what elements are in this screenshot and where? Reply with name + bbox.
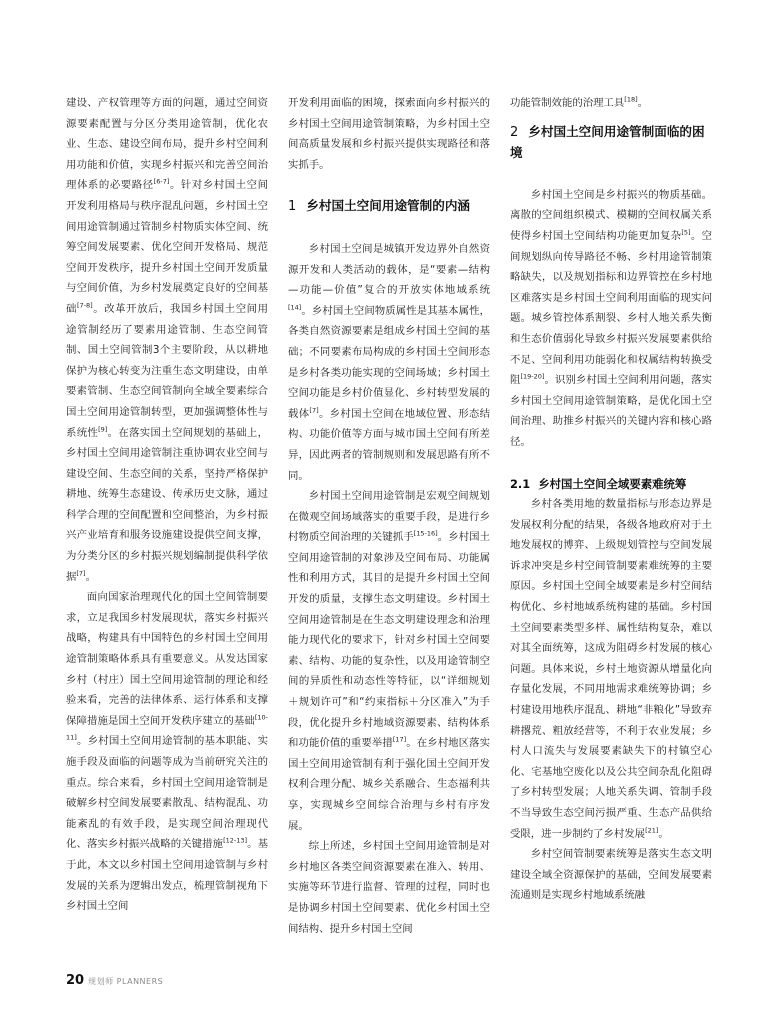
text-run: 。识别乡村国土空间利用问题，落实乡村国土空间用途管制策略，是优化国土空间治理、助推乡村振兴的关键内容和核心路径。 bbox=[510, 374, 713, 448]
subsection-title: 乡村国土空间全域要素难统筹 bbox=[538, 476, 687, 491]
paragraph bbox=[510, 494, 712, 844]
paragraph bbox=[288, 239, 490, 486]
page-footer bbox=[66, 973, 163, 988]
citation: [17] bbox=[392, 735, 407, 744]
text-run: 乡村国土空间用途管制是宏观空间规划在微观空间场域落实的重要手段，是进行乡村物质空间治理的关键抓手 bbox=[288, 490, 490, 544]
citation: [7] bbox=[309, 406, 319, 415]
paragraph bbox=[66, 93, 268, 587]
citation: [10-11] bbox=[66, 713, 268, 742]
citation: [21] bbox=[645, 826, 659, 835]
citation: [7-8] bbox=[76, 301, 93, 310]
paragraph: 开发利用面临的困境，探索面向乡村振兴的乡村国土空间用途管制策略，为乡村国土空间高质量发展和乡村振兴提供实现路径和落实抓手。 bbox=[288, 97, 490, 171]
text-run: 。在落实国土空间规划的基础上，乡村国土空间用途管制注重协调农业空间与建设空间、生态空间的关系，坚持严格保护耕地、统筹生态建设、传承历史文脉，通过科学合理的空间配置和空间整治，为乡村振兴产业培育和服务设施建设提供空间支撑，为分类分区的乡村振兴规划编制提供科学依据 bbox=[66, 426, 269, 583]
paragraph bbox=[510, 185, 712, 453]
text-run: 。在乡村地区落实国土空间用途管制有利于强化国土空间开发权利合理分配、城乡关系融合、生态福利共享，实现城乡空间综合治理与乡村有序发展。 bbox=[288, 737, 491, 832]
text-run: 。空间规划纵向传导路径不畅、乡村用途管制策略缺失，以及规划指标和边界管控在乡村地区难落实是乡村国土空间利用面临的现实问题。城乡管控体系割裂、乡村人地关系失衡和生态价值弱化导致乡村振兴发展要素供给不足、空间利用功能弱化和权属结构转换受阻 bbox=[510, 229, 712, 387]
text-run: 建设、产权管理等方面的问题，通过空间资源要素配置与分区分类用途管制，优化农业、生态、建设空间布局，提升乡村空间利用功能和价值，实现乡村振兴和完善空间治理体系的必要路径 bbox=[66, 97, 268, 192]
paragraph bbox=[510, 93, 712, 114]
text-run: 。基于此，本文以乡村国土空间用途管制与乡村发展的关系为逻辑出发点，梳理管制视角下乡村国土空间 bbox=[66, 838, 269, 913]
text-run: 乡村国土空间是乡村振兴的物质基础。离散的空间组织模式、模糊的空间权属关系使得乡村国土空间结构功能更加复杂 bbox=[510, 188, 712, 242]
text-run: 乡村各类用地的数量指标与形态边界是发展权利分配的结果，各级各地政府对于土地发展权的博弈、上级规划管控与空间发展诉求冲突是乡村空间管制要素难统筹的主要原因。乡村国土空间全域要素是乡村空间结构优化、乡村地域系统构建的基础。乡村国土空间要素类型多样、属性结构复杂，难以对其全面统筹，这成为阻碍乡村发展的核心问题。具体来说，乡村土地资源从增量化向存量化发展，不同用地需求难统筹协调；乡村建设用地秩序混乱、耕地“非粮化”导致弃耕撂荒、粗放经营等，不利于农业发展；乡村人口流失与发展要素缺失下的村镇空心化、宅基地空废化以及公共空间杂乱化阻碍了乡村转型发展；人地关系失调、管制手段不当导致生态空间污损严重、生态产品供给受限，进一步制约了乡村发展 bbox=[510, 498, 712, 840]
text-run: 乡村国土空间是城镇开发边界外自然资源开发和人类活动的载体，是“要素—结构—功能—价值”复合的开放实体地域系统 bbox=[288, 242, 490, 297]
text-run: 。改革开放后，我国乡村国土空间用途管制经历了要素用途管制、生态空间管制、国土空间管制3个主要阶段，从以耕地保护为核心转变为注重生态文明建设，由单要素管制、生态空间管制向全域全要素综合国土空间用途管制转型，更加强调整体性与系统性 bbox=[66, 302, 269, 439]
section-title: 乡村国土空间用途管制的内涵 bbox=[306, 198, 470, 214]
text-run: 。 bbox=[637, 97, 649, 109]
text-run: 。乡村国土空间用途管制的基本职能、实施手段及面临的问题等成为当前研究关注的重点。综合来看，乡村国土空间用途管制是破解乡村空间发展要素散乱、结构混乱、功能紊乱的有效手段，是实现空间治理现代化、落实乡村振兴战略的关键措施 bbox=[66, 735, 268, 851]
paragraph: 综上所述，乡村国土空间用途管制是对乡村地区各类空间资源要素在准入、转用、实施等环节进行监督、管理的过程，同时也是协调乡村国土空间要素、优化乡村国土空间结构、提升乡村国土空间 bbox=[288, 840, 490, 935]
section-title: 乡村国土空间用途管制面临的困境 bbox=[510, 123, 705, 161]
column-2 bbox=[288, 93, 490, 939]
paragraph: 乡村空间管制要素统筹是落实生态文明建设全域全资源保护的基础，空间发展要素流通则是实现乡村地域系统融 bbox=[510, 848, 712, 902]
text-run: 。乡村国土空间物质属性是其基本属性，各类自然资源要素是组成乡村国土空间的基础；不同要素布局构成的乡村国土空间形态是乡村各类功能实现的空间场域；乡村国土空间功能是乡村价值显化、乡村转型发展的载体 bbox=[288, 304, 490, 420]
citation: [15-16] bbox=[413, 529, 438, 538]
text-run: 。针对乡村国土空间开发利用格局与秩序混乱问题，乡村国土空间用途管制通过管制乡村物质实体空间、统筹空间发展要素、优化空间开发格局、规范空间开发秩序，提升乡村国土空间开发质量与空间价值，为乡村发展奠定良好的空间基础 bbox=[66, 179, 269, 315]
section-number: 1 bbox=[288, 199, 297, 215]
citation: [14] bbox=[288, 303, 302, 312]
section-heading bbox=[288, 196, 490, 218]
subsection-heading bbox=[510, 474, 712, 495]
citation: [12-13] bbox=[223, 836, 248, 845]
text-run: 。 bbox=[658, 827, 669, 840]
journal-name: 规划师 PLANNERS bbox=[88, 977, 164, 986]
text-run: 。乡村国土空间用途管制的对象涉及空间布局、功能属性和利用方式，其目的是提升乡村国土空间开发的质量，支撑生态文明建设。乡村国土空间用途管制是在生态文明建设理念和治理能力现代化的要求下，针对乡村国土空间要素、结构、功能的复杂性，以及用途管制空间的异质性和动态性等特征，以“详细规划＋规划许可”和“约束指标＋分区准入”为手段，优化提升乡村地域资源要素、结构体系和功能价值的重要举措 bbox=[288, 531, 491, 750]
paragraph bbox=[288, 486, 490, 836]
citation: [18] bbox=[624, 95, 638, 104]
section-heading bbox=[510, 122, 712, 164]
citation: [6-7] bbox=[153, 177, 170, 186]
citation: [19-20] bbox=[520, 372, 545, 381]
text-run: 。 bbox=[85, 570, 96, 583]
page-number: 20 bbox=[66, 973, 85, 988]
text-run: 面向国家治理现代化的国土空间管制要求，立足我国乡村发展现状，落实乡村振兴战略，构建具有中国特色的乡村国土空间用途管制策略体系具有重要意义。从发达国家乡村（村庄）国土空间用途管制的理论和经验来看，完善的法律体系、运行体系和支撑保障措施是国土空间开发秩序建立的基础 bbox=[66, 591, 268, 727]
text-run: 功能管制效能的治理工具 bbox=[510, 97, 625, 109]
section-number: 2 bbox=[510, 124, 519, 140]
column-3 bbox=[510, 93, 712, 906]
text-run: 。乡村国土空间在地域位置、形态结构、功能价值等方面与城市国土空间有所差异，因此两者的管制规则和发展思路有所不同。 bbox=[288, 407, 491, 482]
citation: [5] bbox=[681, 228, 691, 237]
citation: [9] bbox=[98, 425, 108, 434]
paragraph bbox=[66, 587, 268, 917]
citation: [7] bbox=[76, 569, 86, 578]
column-1 bbox=[66, 93, 268, 917]
subsection-number: 2.1 bbox=[510, 476, 531, 491]
